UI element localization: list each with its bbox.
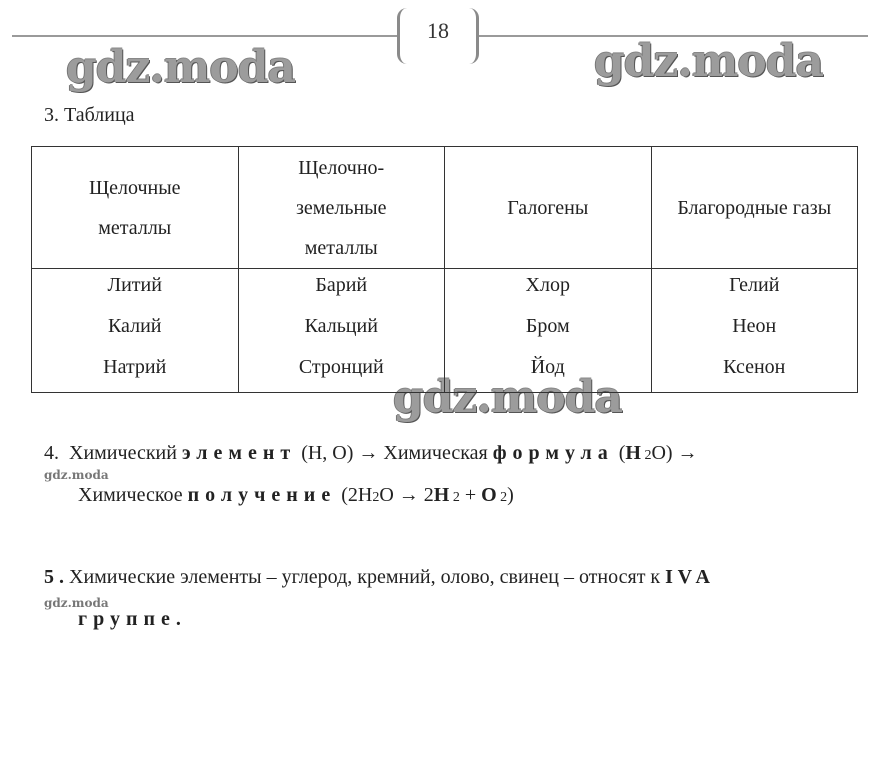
table-row (32, 269, 858, 393)
element-name: Барий (315, 274, 368, 296)
watermark-small: gdz.moda (44, 468, 109, 482)
subscript: 2 (449, 490, 460, 505)
section-4-line-2 (78, 484, 514, 507)
element-name: Литий (107, 274, 162, 296)
text: O → 2 (379, 484, 434, 506)
watermark-logo: gdz.moda (66, 42, 296, 93)
symbol-h: H (625, 442, 641, 464)
element-name: Гелий (729, 274, 780, 296)
symbol-h: H (433, 484, 450, 506)
text: Химическое (78, 484, 188, 506)
text: O) → (651, 442, 698, 464)
table-header-cell: Щелочные металлы (32, 147, 239, 269)
element-name: Калий (107, 315, 162, 337)
text: + (459, 484, 482, 506)
element-name: Неон (732, 315, 777, 337)
text: (2H (336, 484, 373, 506)
term-obtaining: получение (187, 484, 337, 506)
section-4-line-1 (44, 442, 698, 465)
watermark-logo: gdz.moda (594, 36, 824, 87)
element-name: Ксенон (723, 356, 786, 378)
symbol-o: O (481, 484, 497, 506)
section-5-number: 5 . (44, 566, 64, 588)
element-name: Бром (525, 315, 570, 337)
text: ) (507, 484, 514, 506)
term-formula: формула (492, 442, 614, 464)
header-rule-left (12, 35, 400, 37)
group-label: I V A (665, 566, 710, 588)
page-number: 18 (427, 18, 449, 43)
elements-table (31, 146, 858, 393)
element-name: Хлор (525, 274, 570, 296)
term-element: элемент (181, 442, 297, 464)
section-5-line-2 (78, 608, 187, 631)
element-name: Стронций (298, 356, 384, 378)
table-cell (445, 269, 652, 393)
table-header-cell: Галогены (445, 147, 652, 269)
watermark-logo: gdz.moda (393, 372, 623, 423)
section-3-title: 3. Таблица (44, 104, 135, 126)
element-name: Кальций (304, 315, 378, 337)
section-5-line-1 (44, 566, 710, 589)
table-header-row (32, 147, 858, 269)
subscript: 2 (372, 490, 380, 505)
text: Химический (69, 442, 182, 464)
text: Химические элементы – углерод, кремний, олово, свинец – относят к (64, 566, 666, 588)
table-cell (32, 269, 239, 393)
term-group: группе. (78, 608, 187, 630)
table-cell (238, 269, 445, 393)
watermark-small: gdz.moda (44, 596, 109, 610)
element-name: Натрий (103, 356, 167, 378)
page-number-badge (397, 8, 479, 64)
text: ( (613, 442, 626, 464)
element-name: Йод (530, 356, 565, 378)
table-header-cell: Благородные газы (651, 147, 858, 269)
text: (H, O) → Химическая (296, 442, 493, 464)
subscript: 2 (496, 490, 508, 505)
table-header-cell: Щелочно-земельные металлы (238, 147, 445, 269)
section-4-number: 4. (44, 442, 59, 464)
subscript: 2 (640, 448, 652, 463)
table-cell (651, 269, 858, 393)
